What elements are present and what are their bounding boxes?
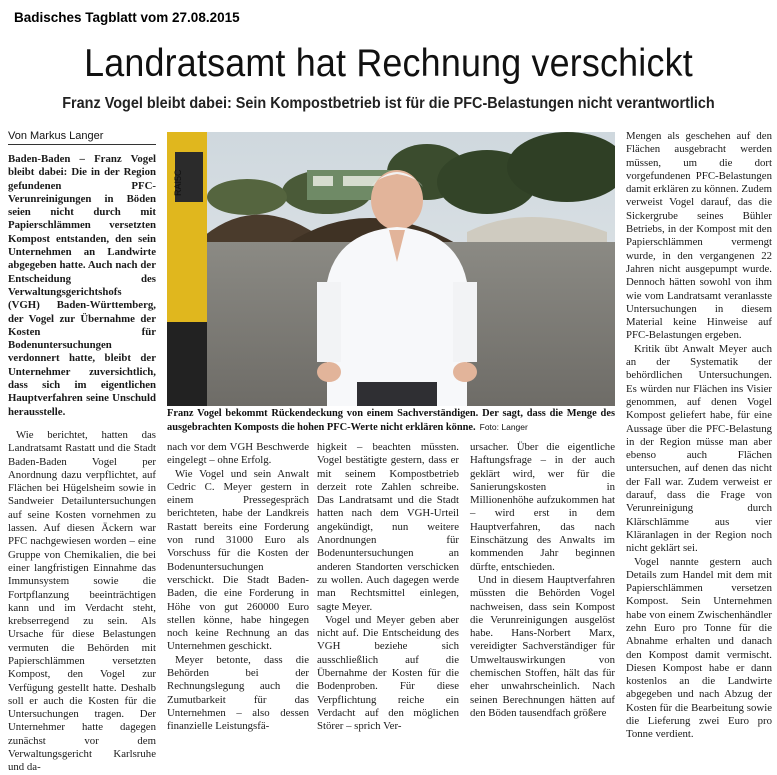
body-paragraph: Wie berichtet, hatten das Landratsamt Rastatt und die Stadt Baden-Baden Vogel per Anordnung dazu verpflichtet, auf Flächen bei Hügelsheim sowie in Sandweier Detailuntersuchungen auf seine Kosten vornehmen zu lassen. Auf diesen Äckern war PFC nachgewiesen worden – eine Gruppe von Chemikalien, die bei einer langfristigen Einnahme das Immunsystem sowie die Fortpflanzung beeinträchtigen kann und im Verdacht steht, krebserregend zu sein. Als Ursache für diese Belastungen vermuten die Behörden mit Papierschlämmen versetzten Kompost, den Vogel zur Verfügung gestellt hatte. Deshalb soll er auch die Kosten für die Untersuchungen tragen. Der Unternehmer hatte dagegen zunächst vor dem Verwaltungsgericht Karlsruhe und da- <box>8 428 156 774</box>
body-paragraph: ursacher. Über die eigentliche Haftungsfrage – in der auch geklärt wird, wer für die Sanierungskosten in Millionenhöhe aufzukommen hat – wird erst in dem Hauptverfahren, das nach Einschätzung des Anwalts im kommenden Jahr beginnen dürfte, entschieden. <box>470 441 615 573</box>
body-paragraph: Kritik übt Anwalt Meyer auch an der Systematik der behördlichen Untersuchungen. Es würden nur Flächen ins Visier genommen, auf denen Vogel Kompost geliefert habe, für eine Aussage über die PFC-Belastung in der Region müsse man aber ebenso auch Flächen untersuchen, auf denen das nicht der Fall war. Zudem verweist er darauf, dass die Frage von Verunreinigung durch Klärschlämme aus vier Kläranlagen in der Region noch nicht geklärt sei. <box>626 342 772 555</box>
lead-paragraph: Baden-Baden – Franz Vogel bleibt dabei: Die in der Region gefundenen PFC-Verunreinigungen in Böden seien nicht durch mit Papierschlämmen versetzten Kompost entstanden, den sein Unternehmen an Landwirte abgegeben hatte. Auch nach der Entscheidung des Verwaltungsgerichtshofs (VGH) Baden-Württemberg, der Vogel zur Übernahme der Kosten für Bodenuntersuchungen verdonnert hatte, bleibt der Unternehmer zuversichtlich, dass sich im eigentlichen Hauptverfahren seine Unschuld herausstelle. <box>8 153 156 418</box>
truck-sign: RAI5C <box>173 169 183 196</box>
photo-caption <box>167 408 615 434</box>
body-paragraph: Vogel und Meyer geben aber nicht auf. Die Entscheidung des VGH beziehe sich ausschließlich auf die Übernahme der Kosten für die Bodenproben. Für diese Verpflichtung reiche ein Verdacht auf den möglichen Störer – sprich Ver- <box>317 613 459 733</box>
article-photo <box>167 132 615 406</box>
article-column-1 <box>8 153 156 775</box>
body-paragraph: higkeit – beachten müssten. Vogel bestätigte gestern, dass er mit seinem Kompostbetrieb derzeit rote Zahlen schreibe. Das Landratsamt und die Stadt hatten nach dem VGH-Urteil angekündigt, nun weitere Anordnungen für Bodenuntersuchungen an anderen Standorten verschicken zu wollen. Auch dagegen werde man Rechtsmittel einlegen, sagte Meyer. <box>317 441 459 613</box>
body-paragraph: Und in diesem Hauptverfahren müssten die Behörden Vogel nachweisen, dass sein Kompost die Verunreinigungen ausgelöst habe. Hans-Norbert Marx, vereidigter Sachverständiger für Umweltauswirkungen von chemischen Stoffen, hält das für eher unwahrscheinlich. Nach seinen Berechnungen hätten auf den Böden tausendfach größere <box>470 573 615 719</box>
body-paragraph: Wie Vogel und sein Anwalt Cedric C. Meyer gestern in einem Pressegespräch berichteten, habe der Landkreis Rastatt bereits eine Forderung von rund 31000 Euro als Vorschuss für die Kosten der Bodenuntersuchungen verschickt. Die Stadt Baden-Baden, die eine Forderung in Höhe von gut 260000 Euro stellen könne, habe hingegen noch keine Rechnung an das Unternehmen geschickt. <box>167 467 309 653</box>
photo-credit: Foto: Langer <box>479 421 528 432</box>
body-paragraph: Meyer betonte, dass die Behörden bei der Rechnungslegung auch die Zumutbarkeit für das Unternehmen – also dessen finanzielle Leistungsfä- <box>167 653 309 733</box>
body-paragraph: Mengen als geschehen auf den Flächen ausgebracht werden müssen, um die dort vorgefundenen PFC-Belastungen damit erklären zu können. Zudem verweist Vogel darauf, das die Sickergrube seines Bühler Betriebs, in der Kompost mit den Papierschlämmen vermengt wurde, in den vergangenen 22 Jahren nicht ausgepumpt wurde. Dennoch hätten sowohl von ihm wie vom Landratsamt veranlasste Untersuchungen in diesem Material keine Hinweise auf PFC-Belastungen ergeben. <box>626 130 773 342</box>
article-column-4 <box>470 441 615 720</box>
article-column-2 <box>167 441 309 734</box>
article-column-3 <box>317 441 459 734</box>
subheadline: Franz Vogel bleibt dabei: Sein Kompostbetrieb ist für die PFC-Belastungen nicht verantwortlich <box>62 95 715 112</box>
article-column-5 <box>626 130 772 742</box>
caption-text: Franz Vogel bekommt Rückendeckung von einem Sachverständigen. Der sagt, dass die Menge des ausgebrachten Komposts die hohen PFC-Werte nicht erklären könne. <box>167 408 615 433</box>
newspaper-source: Badisches Tagblatt vom 27.08.2015 <box>14 10 240 25</box>
body-paragraph: nach vor dem VGH Beschwerde eingelegt – ohne Erfolg. <box>167 441 309 467</box>
byline: Von Markus Langer <box>8 130 156 145</box>
headline: Landratsamt hat Rechnung verschickt <box>84 42 693 85</box>
body-paragraph: Vogel nannte gestern auch Details zum Handel mit dem mit Papierschlämmen versetzen Kompost. Sein Unternehmen habe von einem Zwischenhändler zehn Euro pro Tonne für die Abnahme erhalten und danach den Kompost damit vermischt. Diesen Kompost habe er dann kostenlos an die Landwirte abgegeben und nach Abzug der Kosten für die Bearbeitung sowie die Lieferung zwei Euro pro Tonne verdient. <box>626 555 772 741</box>
